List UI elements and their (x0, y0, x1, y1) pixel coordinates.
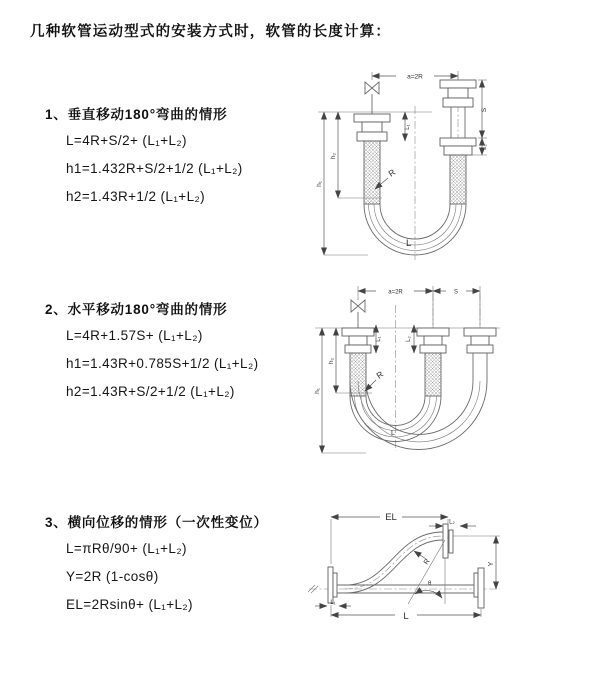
braided-hose-middle (425, 353, 441, 396)
valve-icon (351, 286, 365, 328)
section-3-number: 3、 (45, 515, 68, 530)
formula-EL: EL=2Rsinθ+ (L₁+L₂) (66, 597, 193, 612)
dim-label-h2: h₂ (328, 357, 335, 365)
dim-label-l2: L₂ (449, 519, 455, 526)
section-1-number: 1、 (45, 107, 68, 122)
section-vertical-movement (45, 103, 243, 211)
middle-fitting (417, 328, 449, 396)
radius-callout (414, 551, 432, 566)
section-2-title: 水平移动180°弯曲的情形 (67, 302, 228, 317)
section-2-number: 2、 (45, 302, 68, 317)
formula-L: L=4R+1.57S+ (L₁+L₂) (66, 328, 203, 343)
dim-label-l: L (403, 611, 409, 622)
dim-label-h1: h₁ (316, 181, 323, 187)
left-flange (328, 567, 337, 603)
dimension-l (331, 605, 481, 622)
dim-label-s: S (481, 107, 488, 113)
dim-label-l2: L₂ (406, 336, 412, 342)
section-3-title: 横向位移的情形（一次性变位） (67, 515, 268, 530)
dimension-a2r (372, 71, 458, 81)
formula-h2: h2=1.43R+S/2+1/2 (L₁+L₂) (66, 384, 235, 399)
right-fitting (440, 80, 476, 204)
diagram-horizontal-180-bend (310, 281, 595, 463)
formula-h1: h1=1.432R+S/2+1/2 (L₁+L₂) (66, 161, 243, 176)
section-horizontal-movement (45, 298, 258, 406)
length-label: L (406, 238, 412, 249)
dim-label-a2r: a=2R (388, 289, 403, 296)
section-1-title: 垂直移动180°弯曲的情形 (67, 107, 228, 122)
dimension-l1 (315, 600, 351, 606)
radius-label: R (374, 368, 386, 381)
bottom-right-flange (474, 568, 484, 608)
dimension-l1 (376, 325, 382, 353)
radius-callout (365, 369, 385, 391)
braided-hose-left (364, 141, 380, 204)
section-lateral-displacement (45, 511, 268, 619)
radius-label: R (386, 166, 398, 179)
dim-label-l1: L₁ (376, 336, 382, 342)
radius-label: R (422, 557, 432, 567)
dimension-el (331, 512, 448, 567)
left-fitting (354, 114, 390, 204)
length-label: L (391, 430, 395, 437)
hose-u-bend-position2 (350, 381, 487, 450)
centerlines (315, 293, 500, 451)
diagram-vertical-180-bend (310, 66, 595, 263)
formula-Y: Y=2R (1-cosθ) (66, 569, 159, 584)
dim-label-s: S (453, 289, 459, 296)
dimension-l2 (406, 325, 414, 353)
angle-label: θ (428, 581, 432, 587)
dim-label-h2: h₂ (330, 152, 337, 160)
section-3-heading (45, 511, 268, 531)
dim-label-l2: L₂ (482, 144, 488, 150)
braided-hose-left (350, 353, 366, 396)
valve-icon (365, 82, 379, 114)
dimension-l2 (429, 520, 476, 527)
dim-label-el: EL (385, 512, 397, 523)
dim-label-h1: h₁ (314, 388, 321, 394)
section-2-heading (45, 298, 258, 318)
braided-hose-right (450, 155, 466, 204)
page-title: 几种软管运动型式的安装方式时，软管的长度计算： (30, 24, 392, 40)
right-fitting (464, 328, 496, 381)
formula-L: L=4R+S/2+ (L₁+L₂) (66, 133, 187, 148)
centerlines (318, 74, 458, 260)
dimension-l1 (405, 112, 411, 141)
dimension-l2 (482, 138, 488, 155)
dim-label-l1: L₁ (405, 124, 411, 130)
diagram-lateral-displacement (295, 502, 595, 642)
dim-label-l1: L₁ (330, 600, 336, 606)
dim-label-a2r: a=2R (407, 73, 423, 81)
formula-h1: h1=1.43R+0.785S+1/2 (L₁+L₂) (66, 356, 259, 371)
dim-label-y: Y (488, 561, 495, 567)
formula-L: L=πRθ/90+ (L₁+L₂) (66, 541, 187, 556)
section-1-heading (45, 103, 243, 123)
formula-h2: h2=1.43R+1/2 (L₁+L₂) (66, 189, 206, 204)
dimension-s (433, 286, 480, 325)
